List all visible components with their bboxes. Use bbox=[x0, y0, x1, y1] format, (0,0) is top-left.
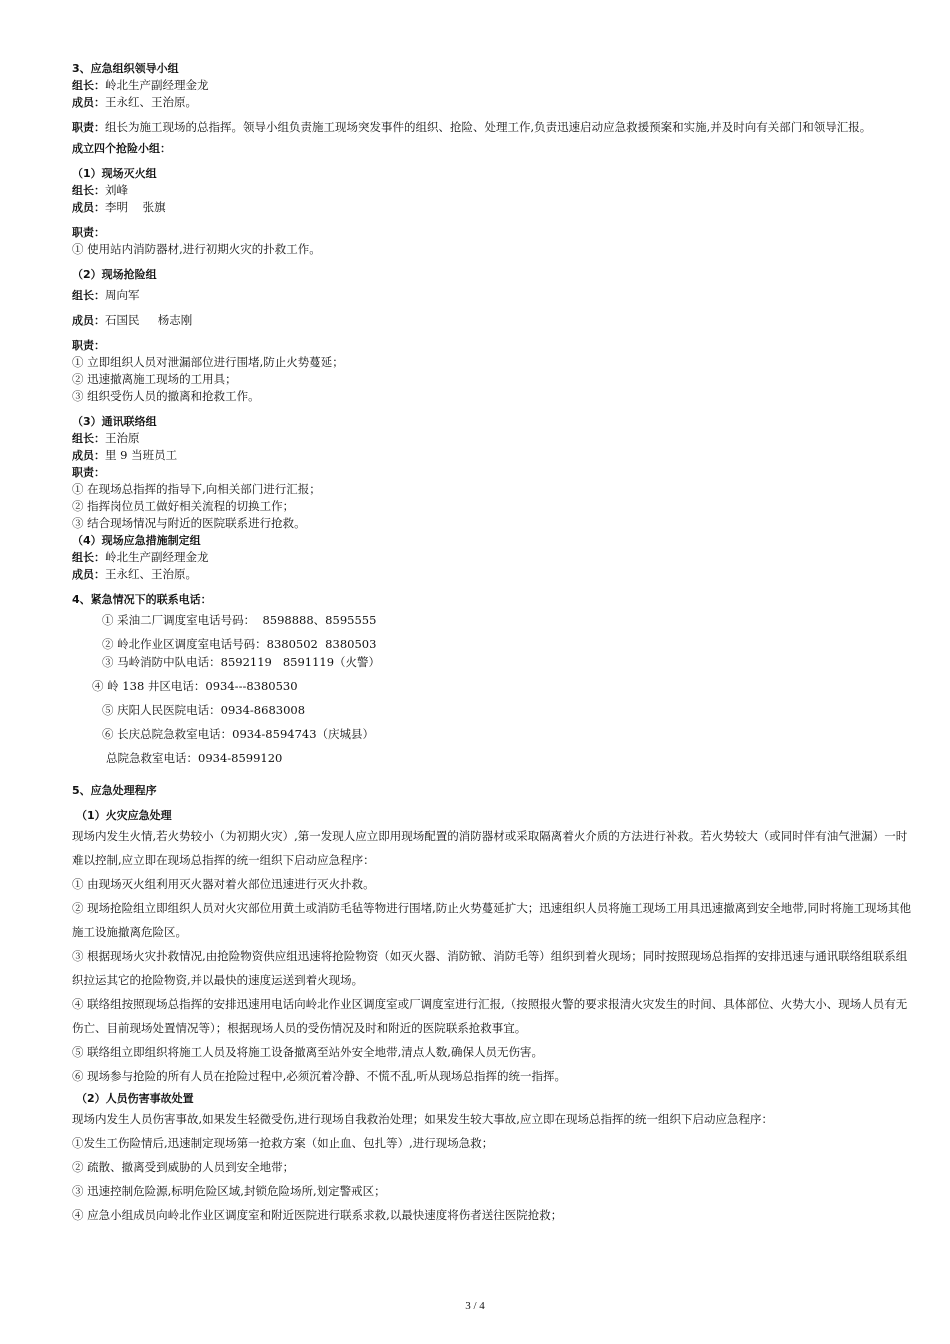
injury-para: ② 疏散、撤离受到威胁的人员到安全地带； bbox=[72, 1160, 295, 1174]
phone-item: ⑤ 庆阳人民医院电话：0934-8683008 bbox=[102, 703, 306, 717]
section-5-title: 5、应急处理程序 bbox=[72, 784, 157, 797]
members-line bbox=[72, 94, 912, 111]
leader-label: 组长： bbox=[72, 432, 105, 445]
fire-para: ① 由现场灭火组利用灭火器对着火部位迅速进行灭火扑救。 bbox=[72, 877, 375, 891]
members-label: 成员： bbox=[72, 96, 105, 109]
phone-item: 总院急救室电话：0934-8599120 bbox=[106, 751, 283, 765]
phone-item: ③ 马岭消防中队电话：8592119 8591119（火警） bbox=[102, 655, 381, 669]
members-value: 王永红、王治原。 bbox=[105, 567, 197, 581]
fire-para: ② 现场抢险组立即组织人员对火灾部位用黄土或消防毛毡等物进行围堵,防止火势蔓延扩大；迅速组织人员将施工现场工用具迅速撤离到安全地带,同时将施工现场其他施工设施撤离危险区。 bbox=[72, 901, 911, 939]
injury-para: ③ 迅速控制危险源,标明危险区域,封锁危险场所,划定警戒区； bbox=[72, 1184, 386, 1198]
members-label: 成员： bbox=[72, 314, 105, 327]
injury-para: ①发生工伤险情后,迅速制定现场第一抢救方案（如止血、包扎等）,进行现场急救； bbox=[72, 1136, 494, 1150]
fire-para bbox=[72, 824, 912, 872]
leader-label: 组长： bbox=[72, 289, 105, 302]
group-1-duty-label: 职责： bbox=[72, 226, 105, 239]
section-3-title: 3、应急组织领导小组 bbox=[72, 62, 179, 75]
section-4-title: 4、紧急情况下的联系电话： bbox=[72, 593, 212, 606]
group-3-members bbox=[72, 447, 912, 464]
groups-title: 成立四个抢险小组： bbox=[72, 142, 171, 155]
phone-item: ④ 岭 138 井区电话：0934---8380530 bbox=[92, 679, 298, 693]
group-2-duty-item: ② 迅速撤离施工现场的工用具； bbox=[72, 372, 237, 386]
group-2-duty-item: ③ 组织受伤人员的撤离和抢救工作。 bbox=[72, 389, 260, 403]
page-number: 3 / 4 bbox=[465, 1300, 485, 1312]
group-3-leader bbox=[72, 430, 912, 447]
group-4-leader bbox=[72, 549, 912, 566]
group-1-title: （1）现场灭火组 bbox=[72, 167, 157, 180]
document-page bbox=[72, 60, 912, 1227]
injury-title: （2）人员伤害事故处置 bbox=[76, 1092, 194, 1105]
phone-item: ② 岭北作业区调度室电话号码：8380502 8380503 bbox=[102, 637, 377, 651]
duty-label: 职责： bbox=[72, 121, 105, 134]
group-3-duty-label: 职责： bbox=[72, 466, 105, 479]
group-2-leader bbox=[72, 287, 912, 304]
members-value: 李明 张旗 bbox=[105, 200, 166, 214]
fire-title: （1）火灾应急处理 bbox=[76, 809, 172, 822]
members-value: 王永红、王治原。 bbox=[105, 95, 197, 109]
injury-para: ④ 应急小组成员向岭北作业区调度室和附近医院进行联系求救,以最快速度将伤者送往医院抢救； bbox=[72, 1208, 563, 1222]
group-2-duty-label: 职责： bbox=[72, 339, 105, 352]
fire-para-text: 现场内发生火情,若火势较小（为初期火灾）,第一发现人应立即用现场配置的消防器材或采取隔离着火介质的方法进行补救。若火势较大（或同时伴有油气泄漏）一时难以控制,应立即在现场总指挥的统一组织下启动应急程序： bbox=[72, 829, 908, 867]
phone-item: ⑥ 长庆总院急救室电话：0934-8594743（庆城县） bbox=[102, 727, 375, 741]
group-3-title: （3）通讯联络组 bbox=[72, 415, 157, 428]
leader-value: 周向军 bbox=[105, 288, 140, 302]
leader-label: 组长： bbox=[72, 551, 105, 564]
fire-para: ③ 根据现场火灾扑救情况,由抢险物资供应组迅速将抢险物资（如灭火器、消防锨、消防毛等）组织到着火现场；同时按照现场总指挥的安排迅速与通讯联络组联系组织拉运其它的抢险物资,并以最快的速度运送到着火现场。 bbox=[72, 949, 908, 987]
group-1-leader bbox=[72, 182, 912, 199]
group-1-members bbox=[72, 199, 912, 216]
injury-para: 现场内发生人员伤害事故,如果发生轻微受伤,进行现场自我救治处理；如果发生较大事故,应立即在现场总指挥的统一组织下启动应急程序： bbox=[72, 1112, 773, 1126]
group-3-duty-item: ② 指挥岗位员工做好相关流程的切换工作； bbox=[72, 499, 295, 513]
group-3-duty-item: ① 在现场总指挥的指导下,向相关部门进行汇报； bbox=[72, 482, 321, 496]
group-4-members bbox=[72, 566, 912, 583]
fire-para: ⑥ 现场参与抢险的所有人员在抢险过程中,必须沉着冷静、不慌不乱,听从现场总指挥的统一指挥。 bbox=[72, 1069, 566, 1083]
duty-value: 组长为施工现场的总指挥。领导小组负责施工现场突发事件的组织、抢险、处理工作,负责迅速启动应急救援预案和实施,并及时向有关部门和领导汇报。 bbox=[105, 120, 872, 134]
duty-line bbox=[72, 119, 912, 136]
leader-value: 岭北生产副经理金龙 bbox=[105, 550, 209, 564]
group-2-duty-item: ① 立即组织人员对泄漏部位进行围堵,防止火势蔓延； bbox=[72, 355, 344, 369]
leader-value: 王治原 bbox=[105, 431, 140, 445]
leader-label: 组长： bbox=[72, 79, 105, 92]
leader-line bbox=[72, 77, 912, 94]
members-value: 石国民 杨志刚 bbox=[105, 313, 193, 327]
group-2-title: （2）现场抢险组 bbox=[72, 268, 157, 281]
members-label: 成员： bbox=[72, 568, 105, 581]
group-1-duty-item: ① 使用站内消防器材,进行初期火灾的扑救工作。 bbox=[72, 242, 321, 256]
members-label: 成员： bbox=[72, 449, 105, 462]
fire-para: ⑤ 联络组立即组织将施工人员及将施工设备撤离至站外安全地带,清点人数,确保人员无伤害。 bbox=[72, 1045, 543, 1059]
leader-value: 刘峰 bbox=[105, 183, 128, 197]
members-label: 成员： bbox=[72, 201, 105, 214]
group-2-members bbox=[72, 312, 912, 329]
leader-value: 岭北生产副经理金龙 bbox=[105, 78, 209, 92]
phone-item: ① 采油二厂调度室电话号码： 8598888、8595555 bbox=[102, 613, 377, 627]
group-4-title: （4）现场应急措施制定组 bbox=[72, 534, 201, 547]
fire-para: ④ 联络组按照现场总指挥的安排迅速用电话向岭北作业区调度室或厂调度室进行汇报,（按照报火警的要求报清火灾发生的时间、具体部位、火势大小、现场人员有无伤亡、目前现场处置情况等）；根据现场人员的受伤情况及时和附近的医院联系抢救事宜。 bbox=[72, 997, 908, 1035]
members-value: 里 9 当班员工 bbox=[105, 448, 178, 462]
group-3-duty-item: ③ 结合现场情况与附近的医院联系进行抢救。 bbox=[72, 516, 306, 530]
leader-label: 组长： bbox=[72, 184, 105, 197]
